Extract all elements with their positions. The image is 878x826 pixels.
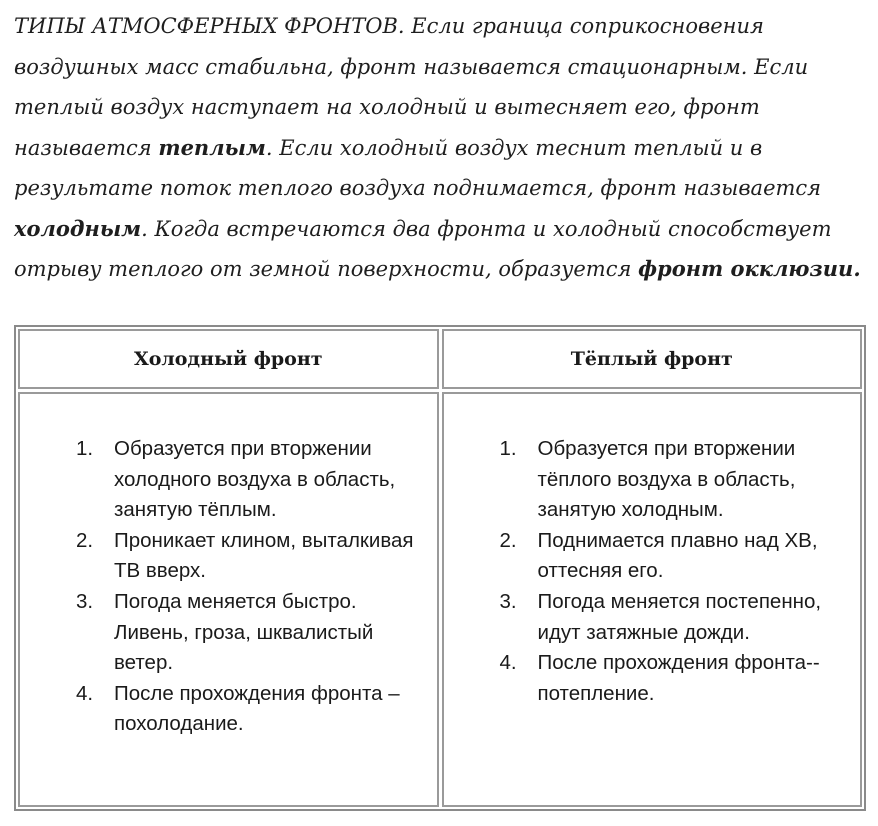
- term-cold: холодным: [14, 215, 142, 241]
- list-item: [76, 587, 423, 679]
- item-number: 4.: [499, 651, 517, 675]
- item-number: 1.: [499, 437, 517, 460]
- warm-front-header: Тёплый фронт: [442, 329, 863, 389]
- item-number: 1.: [76, 437, 94, 460]
- item-text: Проникает клином, выталкивая ТВ вверх.: [114, 528, 414, 583]
- list-item: [76, 434, 423, 526]
- warm-front-cell: [442, 392, 863, 807]
- cold-front-header: Холодный фронт: [18, 329, 439, 389]
- intro-text-1: ТИПЫ АТМОСФЕРНЫХ ФРОНТОВ. Если граница соприкосновения воздушных масс стабильна, фронт называется стационарным. Если теплый воздух наступает на холодный и вытесняет его, фронт называется: [14, 14, 809, 160]
- item-number: 3.: [499, 589, 517, 613]
- list-item: [76, 526, 423, 587]
- cold-front-cell: [18, 392, 439, 807]
- list-item: [500, 434, 847, 526]
- item-text: Образуется при вторжении холодного воздуха в область, занятую тёплым.: [114, 437, 396, 522]
- intro-text-2: . Если холодный воздух теснит теплый и в результате поток теплого воздуха поднимается, фронт называется: [14, 135, 822, 200]
- intro-paragraph: [14, 6, 864, 290]
- item-text: Погода меняется постепенно, идут затяжные дожди.: [537, 589, 822, 644]
- list-item: [500, 648, 847, 709]
- list-item: [500, 587, 847, 648]
- list-item: [76, 679, 423, 740]
- item-text: После прохождения фронта – похолодание.: [114, 681, 400, 736]
- item-number: 4.: [76, 681, 94, 705]
- item-text: После прохождения фронта-- потепление.: [537, 651, 820, 705]
- cold-front-list: [76, 434, 423, 740]
- intro-text-3: . Когда встречаются два фронта и холодный способствует отрыву теплого от земной поверхности, образуется: [14, 216, 832, 281]
- item-text: Погода меняется быстро. Ливень, гроза, шквалистый ветер.: [114, 589, 374, 675]
- fronts-comparison-table: [14, 325, 866, 811]
- item-number: 2.: [499, 528, 517, 552]
- list-item: [500, 526, 847, 587]
- term-warm: теплым: [158, 134, 266, 160]
- term-occlusion: фронт окклюзии.: [638, 256, 861, 281]
- item-text: Поднимается плавно над ХВ, оттесняя его.: [537, 528, 818, 583]
- item-number: 3.: [76, 589, 94, 613]
- item-number: 2.: [76, 528, 94, 552]
- warm-front-list: [500, 434, 847, 709]
- item-text: Образуется при вторжении тёплого воздуха в область, занятую холодным.: [537, 437, 796, 522]
